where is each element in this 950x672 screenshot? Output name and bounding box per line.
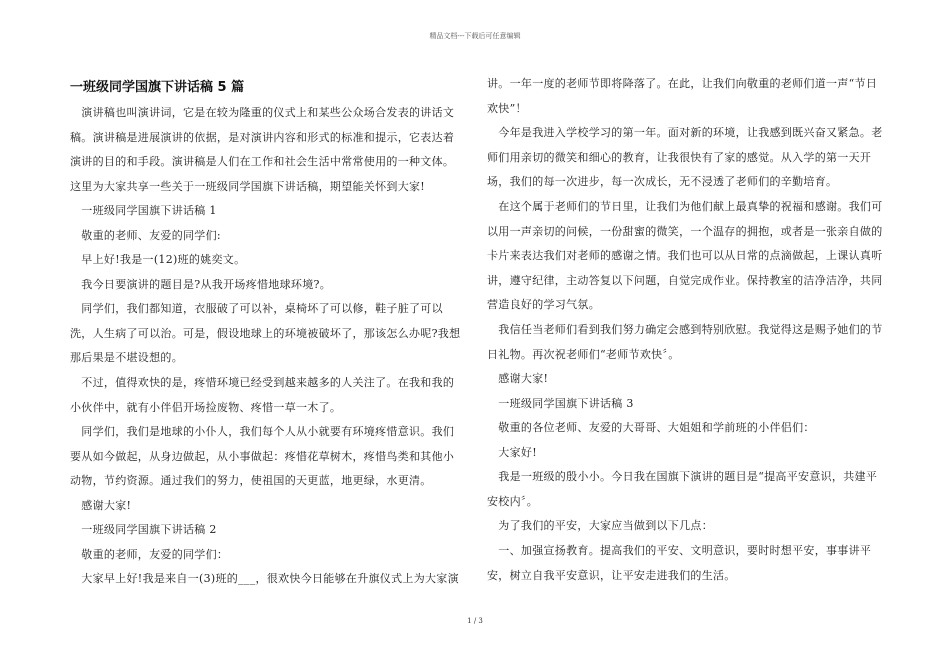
greeting: 大家早上好!我是来自一(3)班的___，很欢快今日能够在升旗仪式上为大家演 [70,572,459,585]
section-heading-1: 一班级同学国旗下讲话稿 1 [70,204,217,217]
page-header: 精品文档---下载后可任意编辑 [429,32,521,40]
salutation: 敬重的老师，友爱的同学们： [70,548,229,561]
body-paragraph: 一、加强宣扬教育。提高我们的平安、文明意识，要时时想平安，事事讲平安，树立自我平安意识，让平安走进我们的生活。 [487,544,872,582]
speech-topic: 我今日要演讲的题目是?从我开场疼惜地球环境?。 [70,278,331,291]
section-heading-3: 一班级同学国旗下讲话稿 3 [487,397,634,410]
intro-paragraph: 演讲稿也叫演讲词，它是在较为隆重的仪式上和某些公众场合发表的讲话文稿。演讲稿是进展演讲的依据，是对演讲内容和形式的标准和提示，它表达着演讲的目的和手段。演讲稿是人们在工作和社会生活中常常使用的一种文体。这里为大家共享一些关于一班级同学国旗下讲话稿，期望能关怀到大家! [70,106,455,193]
body-paragraph: 我信任当老师们看到我们努力确定会感到特别欣慰。我觉得这是赐予她们的节日礼物。再次祝老师们“老师节欢快〞。 [487,323,883,361]
document-title: 一班级同学国旗下讲话稿 5 篇 [70,80,245,95]
closing-thanks: 感谢大家! [487,372,549,385]
body-paragraph: 同学们，我们是地球的小仆人，我们每个人从小就要有环境疼惜意识。我们要从如今做起，从身边做起，从小事做起：疼惜花草树木，疼惜鸟类和其他小动物，节约资源。通过我们的努力，使祖国的天更蓝，地更绿，水更清。 [70,425,455,487]
body-paragraph: 讲。一年一度的老师节即将降落了。在此，让我们向敬重的老师们道一声“节日欢快”！ [487,77,878,115]
section-heading-2: 一班级同学国旗下讲话稿 2 [70,523,217,536]
body-paragraph: 不过，值得欢快的是，疼惜环境已经受到越来越多的人关注了。在我和我的小伙伴中，就有小伴侣开场捡废物、疼惜一草一木了。 [70,376,455,414]
closing-thanks: 感谢大家! [70,499,132,512]
page-number: 1 / 3 [467,617,483,625]
body-paragraph: 今年是我进入学校学习的第一年。面对新的环境，让我感到既兴奋又紧急。老师们用亲切的微笑和细心的教育，让我很快有了家的感觉。从入学的第一天开场，我们的每一次进步，每一次成长，无不浸透了老师们的辛勤培育。 [487,126,883,188]
greeting: 早上好!我是一(12)班的姚奕文。 [70,253,246,266]
greeting: 大家好! [487,446,537,459]
speech-topic: 我是一班级的殷小小。今日我在国旗下演讲的题目是“提高平安意识，共建平安校内〞。 [487,470,878,508]
body-paragraph: 同学们，我们都知道，衣服破了可以补，桌椅坏了可以修，鞋子脏了可以洗，人生病了可以治。可是，假设地球上的环境被破坏了，那该怎么办呢?我想那后果是不堪设想的。 [70,302,461,364]
body-paragraph: 在这个属于老师们的节日里，让我们为他们献上最真挚的祝福和感谢。我们可以用一声亲切的问候，一份甜蜜的微笑，一个温存的拥抱，或者是一张亲自做的卡片来表达我们对老师的感谢之情。我们也可以从日常的点滴做起，上课认真听讲，遵守纪律，主动答复以下问题，自觉完成作业。保持教室的洁净洁净，共同营造良好的学习气氛。 [487,200,883,311]
salutation: 敬重的老师、友爱的同学们: [70,229,221,242]
salutation: 敬重的各位老师、友爱的大哥哥、大姐姐和学前班的小伴侣们： [487,421,815,434]
body-paragraph: 为了我们的平安，大家应当做到以下几点： [487,519,713,532]
